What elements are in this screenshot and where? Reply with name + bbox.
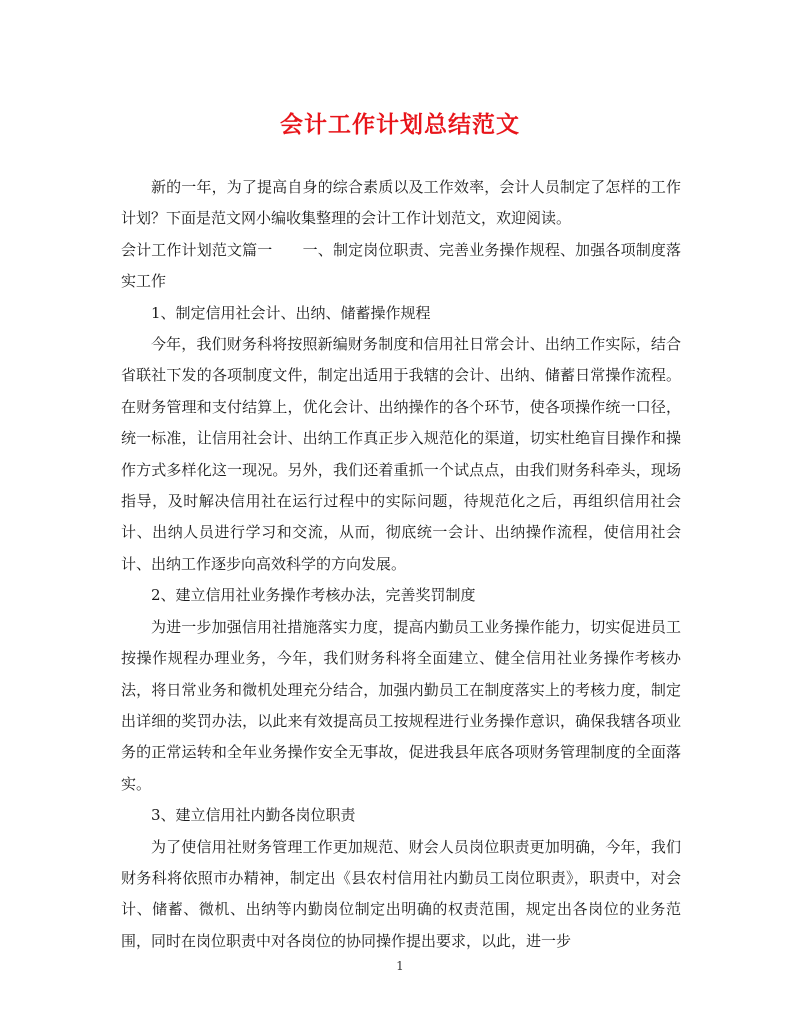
document-body	[121, 172, 681, 957]
page-number: 1	[396, 959, 404, 973]
section-heading: 2、建立信用社业务操作考核办法，完善奖罚制度	[151, 586, 476, 605]
section-heading: 1、制定信用社会计、出纳、储蓄操作规程	[151, 303, 431, 322]
paragraph: 新的一年，为了提高自身的综合素质以及工作效率，会计人员制定了怎样的工作计划？下面是范文网小编收集整理的会计工作计划范文，欢迎阅读。	[121, 178, 681, 228]
paragraph: 为了使信用社财务管理工作更加规范、财会人员岗位职责更加明确，今年，我们财务科将依照市办精神，制定出《县农村信用社内勤员工岗位职责》，职责中，对会计、储蓄、微机、出纳等内勤岗位制定出明确的权责范围，规定出各岗位的业务范围，同时在岗位职责中对各岗位的协同操作提出要求，以此，进一步	[121, 837, 681, 950]
paragraph: 为进一步加强信用社措施落实力度，提高内勤员工业务操作能力，切实促进员工按操作规程办理业务，今年，我们财务科将全面建立、健全信用社业务操作考核办法，将日常业务和微机处理充分结合，加强内勤员工在制度落实上的考核力度，制定出详细的奖罚办法，以此来有效提高员工按规程进行业务操作意识，确保我辖各项业务的正常运转和全年业务操作安全无事故，促进我县年底各项财务管理制度的全面落实。	[121, 617, 681, 793]
section-heading: 3、建立信用社内勤各岗位职责	[151, 806, 356, 825]
paragraph: 今年，我们财务科将按照新编财务制度和信用社日常会计、出纳工作实际，结合省联社下发的各项制度文件，制定出适用于我辖的会计、出纳、储蓄日常操作流程。在财务管理和支付结算上，优化会计、出纳操作的各个环节，使各项操作统一口径，统一标准，让信用社会计、出纳工作真正步入规范化的渠道，切实杜绝盲目操作和操作方式多样化这一现况。另外，我们还着重抓一个试点点，由我们财务科牵头，现场指导，及时解决信用社在运行过程中的实际问题，待规范化之后，再组织信用社会计、出纳人员进行学习和交流，从而，彻底统一会计、出纳操作流程，使信用社会计、出纳工作逐步向高效科学的方向发展。	[121, 335, 681, 573]
paragraph: 会计工作计划范文篇一 一、制定岗位职责、完善业务操作规程、加强各项制度落实工作	[121, 240, 681, 291]
document-title: 会计工作计划总结范文	[280, 111, 520, 138]
